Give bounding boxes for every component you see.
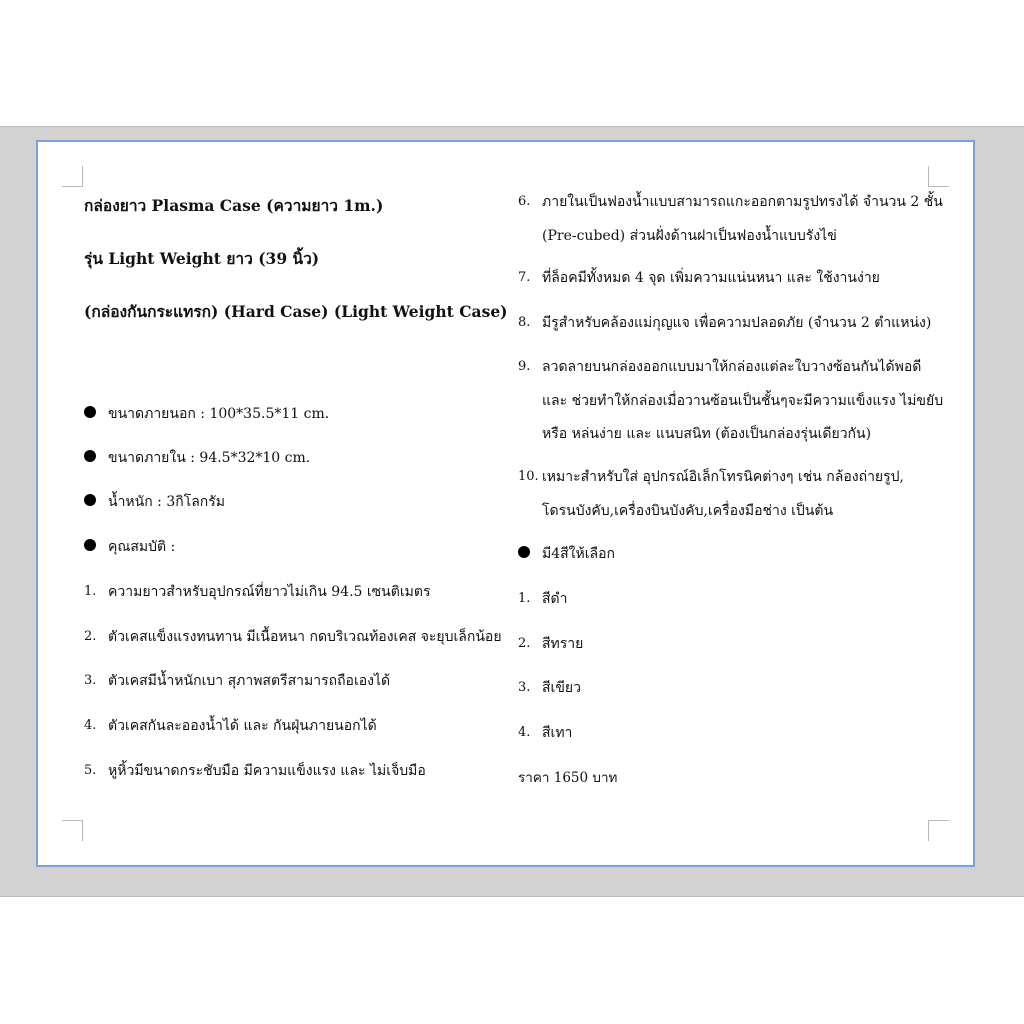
bullet-item	[518, 544, 918, 564]
list-item	[518, 723, 918, 743]
list-number: 9.	[518, 359, 531, 374]
list-text: ภายในเป็นฟองน้ำแบบสามารถแกะออกตามรูปทรงได้ จำนวน 2 ชั้น	[542, 194, 943, 210]
list-item	[518, 467, 938, 527]
list-item	[518, 589, 918, 609]
color-heading: มี4สีให้เลือก	[542, 546, 615, 562]
list-text: ตัวเคสแข็งแรงทนทาน มีเนื้อหนา กดบริเวณท้องเคส จะยุบเล็กน้อย	[108, 629, 502, 645]
bullet-item	[84, 448, 484, 468]
list-number: 7.	[518, 270, 531, 285]
title-line-1: กล่องยาว Plasma Case (ความยาว 1m.)	[84, 196, 384, 215]
price-text: ราคา 1650 บาท	[518, 770, 618, 786]
bullet-icon	[84, 539, 96, 551]
list-number: 5.	[84, 763, 97, 778]
bullet-text-inner-size: ขนาดภายใน : 94.5*32*10 cm.	[108, 450, 311, 466]
list-text: หรือ หล่นง่าย และ แนบสนิท (ต้องเป็นกล่องรุ่นเดียวกัน)	[542, 426, 872, 442]
list-text: ลวดลายบนกล่องออกแบบมาให้กล่องแต่ละใบวางซ้อนกันได้พอดี	[542, 359, 922, 375]
bullet-item	[84, 492, 484, 512]
list-item	[84, 761, 494, 781]
list-text: สีเขียว	[542, 680, 581, 696]
list-item	[84, 627, 502, 647]
list-number: 1.	[84, 584, 97, 599]
list-text: ที่ล็อคมีทั้งหมด 4 จุด เพิ่มความแน่นหนา และ ใช้งานง่าย	[542, 270, 880, 286]
bullet-text-weight: น้ำหนัก : 3กิโลกรัม	[108, 494, 226, 510]
list-number: 10.	[518, 469, 539, 484]
bullet-icon	[84, 406, 96, 418]
list-item	[518, 357, 944, 447]
list-number: 4.	[84, 718, 97, 733]
list-text: โดรนบังคับ,เครื่องบินบังคับ,เครื่องมือช่าง เป็นต้น	[542, 503, 834, 519]
list-text: ตัวเคสมีน้ำหนักเบา สุภาพสตรีสามารถถือเองได้	[108, 673, 391, 689]
list-text: สีเทา	[542, 725, 573, 741]
list-text: (Pre-cubed) ส่วนฝั่งด้านฝาเป็นฟองน้ำแบบรังไข่	[542, 228, 837, 244]
list-number: 6.	[518, 194, 531, 209]
title-line-2: รุ่น Light Weight ยาว (39 นิ้ว)	[84, 249, 320, 268]
title-line-3: (กล่องกันกระแทรก) (Hard Case) (Light Weight Case)	[84, 302, 508, 321]
bullet-icon	[84, 494, 96, 506]
list-number: 3.	[84, 673, 97, 688]
list-item	[518, 192, 943, 252]
list-item	[84, 582, 494, 602]
crop-mark-top-right	[928, 166, 949, 187]
bullet-icon	[518, 546, 530, 558]
crop-mark-top-left	[62, 166, 83, 187]
bullet-text-outer-size: ขนาดภายนอก : 100*35.5*11 cm.	[108, 406, 330, 422]
list-number: 4.	[518, 725, 531, 740]
list-number: 8.	[518, 315, 531, 330]
list-text: สีทราย	[542, 636, 584, 652]
bullet-item	[84, 404, 484, 424]
list-number: 2.	[518, 636, 531, 651]
bullet-item	[84, 537, 484, 557]
list-text: สีดำ	[542, 591, 568, 607]
list-item	[84, 716, 494, 736]
list-item	[518, 313, 938, 333]
list-item	[84, 671, 494, 691]
list-text: ตัวเคสกันละอองน้ำได้ และ กันฝุ่นภายนอกได้	[108, 718, 377, 734]
list-number: 2.	[84, 629, 97, 644]
crop-mark-bottom-left	[62, 820, 83, 841]
list-text: ความยาวสำหรับอุปกรณ์ที่ยาวไม่เกิน 94.5 เซนติเมตร	[108, 584, 431, 600]
list-item	[518, 678, 918, 698]
list-number: 1.	[518, 591, 531, 606]
list-item	[518, 268, 938, 288]
bullet-icon	[84, 450, 96, 462]
list-text: เหมาะสำหรับใส่ อุปกรณ์อิเล็กโทรนิคต่างๆ เช่น กล้องถ่ายรูป,	[542, 469, 904, 485]
list-number: 3.	[518, 680, 531, 695]
list-text: มีรูสำหรับคล้องแม่กุญแจ เพื่อความปลอดภัย (จำนวน 2 ตำแหน่ง)	[542, 315, 932, 331]
bullet-text-features: คุณสมบัติ :	[108, 539, 176, 555]
list-text: และ ช่วยทำให้กล่องเมื่อวานซ้อนเป็นชั้นๆจะมีความแข็งแรง ไม่ขยับ	[542, 393, 944, 409]
list-item	[518, 634, 918, 654]
crop-mark-bottom-right	[928, 820, 949, 841]
list-text: หูหิ้วมีขนาดกระชับมือ มีความแข็งแรง และ ไม่เจ็บมือ	[108, 763, 426, 779]
document-page[interactable]	[36, 140, 975, 867]
